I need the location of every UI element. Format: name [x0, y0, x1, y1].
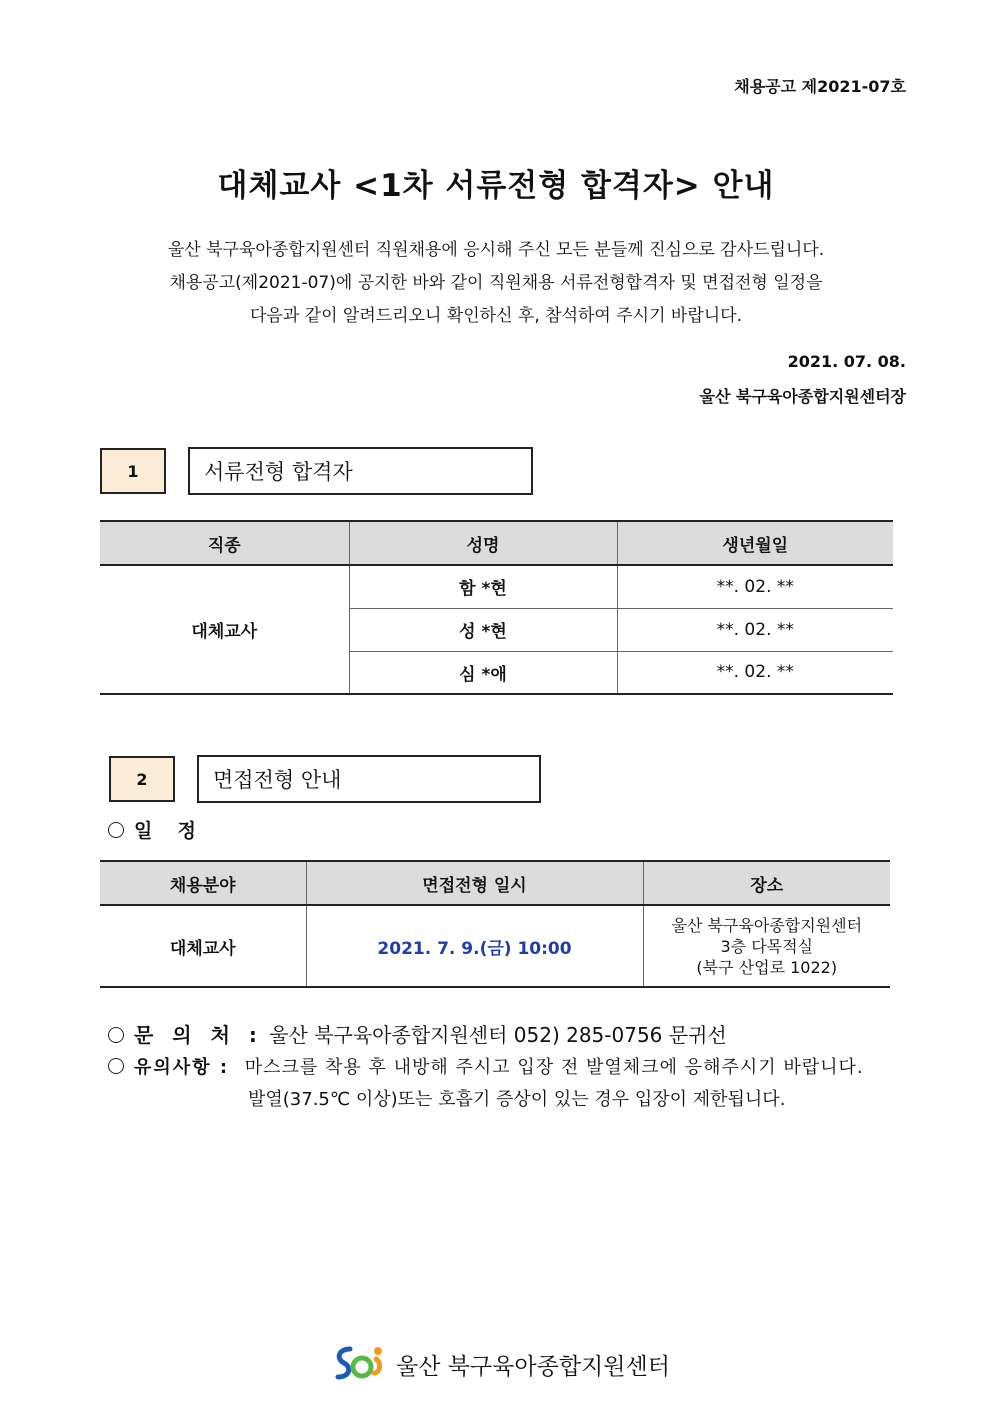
- footer-org-name: 울산 북구육아종합지원센터: [396, 1353, 670, 1380]
- place-cell: [643, 905, 890, 987]
- place-line: 울산 북구육아종합지원센터: [671, 915, 863, 935]
- notice-number: 채용공고 제2021-07호: [734, 77, 906, 96]
- col-header-place: 장소: [643, 861, 890, 905]
- table-row: [100, 905, 890, 987]
- col-header-birth: 생년월일: [617, 521, 893, 565]
- birth-cell: **. 02. **: [617, 608, 893, 651]
- section2-title: 면접전형 안내: [197, 755, 541, 803]
- place-line: (북구 산업로 1022): [696, 957, 838, 977]
- col-header-job: 직종: [100, 521, 349, 565]
- passers-table: [100, 520, 893, 695]
- section1-title: 서류전형 합격자: [188, 447, 533, 495]
- field-cell: 대체교사: [100, 905, 306, 987]
- birth-cell: **. 02. **: [617, 651, 893, 694]
- bullet-circle-icon: [108, 822, 124, 838]
- notes-text-1: 마스크를 착용 후 내방해 주시고 입장 전 발열체크에 응해주시기 바랍니다.: [244, 1057, 864, 1078]
- col-header-field: 채용분야: [100, 861, 306, 905]
- section1-number: 1: [100, 448, 166, 494]
- bullet-circle-icon: [108, 1058, 124, 1074]
- center-logo-icon: [332, 1343, 388, 1385]
- job-cell: 대체교사: [100, 565, 349, 694]
- col-header-datetime: 면접전형 일시: [306, 861, 643, 905]
- bullet-circle-icon: [108, 1027, 124, 1043]
- intro-line-1: 울산 북구육아종합지원센터 직원채용에 응시해 주신 모든 분들께 진심으로 감사드립니다.: [167, 240, 825, 260]
- name-cell: 심 *애: [349, 651, 617, 694]
- name-cell: 성 *현: [349, 608, 617, 651]
- contact-value: 울산 북구육아종합지원센터 052) 285-0756 문귀선: [269, 1023, 727, 1047]
- schedule-label: 일 정: [108, 816, 200, 843]
- notice-date: 2021. 07. 08.: [787, 352, 906, 371]
- section2-number: 2: [109, 756, 175, 802]
- place-line: 3층 다목적실: [720, 936, 814, 956]
- table-row: [100, 565, 893, 608]
- contact-label: 문 의 처 :: [134, 1023, 263, 1047]
- page-title: 대체교사 <1차 서류전형 합격자> 안내: [217, 168, 775, 204]
- intro-line-3: 다음과 같이 알려드리오니 확인하신 후, 참석하여 주시기 바랍니다.: [249, 306, 743, 326]
- interview-table: [100, 860, 890, 988]
- col-header-name: 성명: [349, 521, 617, 565]
- footer-logo: [332, 1343, 670, 1385]
- birth-cell: **. 02. **: [617, 565, 893, 608]
- table-header-row: [100, 861, 890, 905]
- table-header-row: [100, 521, 893, 565]
- contact-line: [108, 1019, 727, 1048]
- intro-line-2: 채용공고(제2021-07)에 공지한 바와 같이 직원채용 서류전형합격자 및 면접전형 일정을: [169, 273, 823, 293]
- notes-label: 유의사항 :: [134, 1057, 230, 1078]
- issuer: 울산 북구육아종합지원센터장: [699, 387, 906, 406]
- datetime-cell: 2021. 7. 9.(금) 10:00: [306, 905, 643, 987]
- name-cell: 함 *현: [349, 565, 617, 608]
- notes-text-2: 발열(37.5℃ 이상)또는 호흡기 증상이 있는 경우 입장이 제한됩니다.: [248, 1089, 786, 1110]
- notes-line-1: [108, 1053, 908, 1079]
